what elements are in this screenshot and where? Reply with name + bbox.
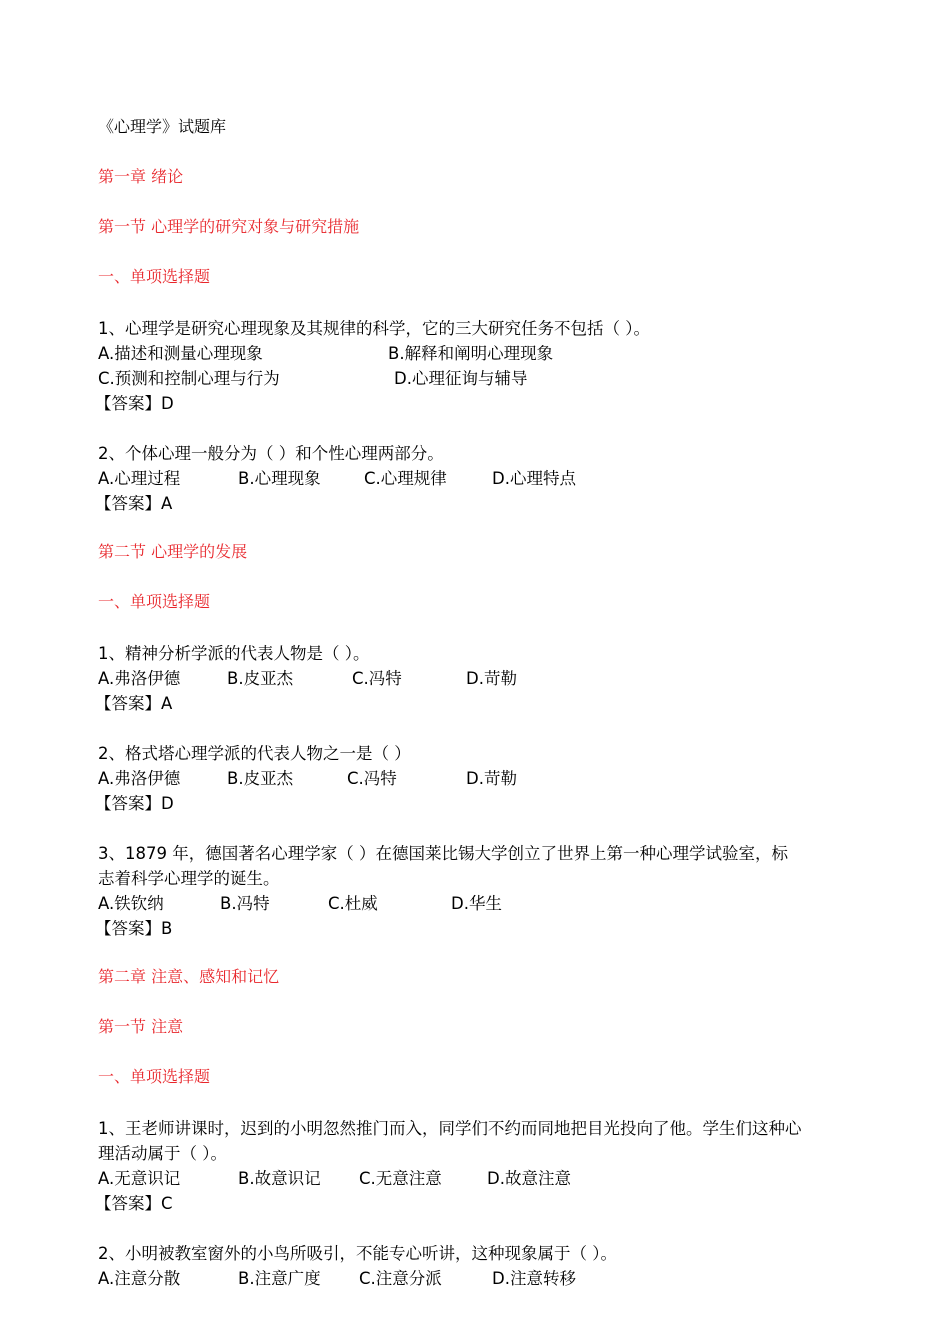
question-text-line-2: 志着科学心理学的诞生。 — [98, 869, 280, 888]
options-row — [98, 1266, 858, 1291]
option-a: A.铁钦纳 — [98, 894, 164, 913]
option-a: A.弗洛伊德 — [98, 769, 181, 788]
option-a: A.无意识记 — [98, 1169, 181, 1188]
answer: 【答案】D — [95, 394, 174, 413]
option-d: D.华生 — [451, 894, 502, 913]
option-b: B.冯特 — [220, 894, 270, 913]
option-c: C.心理规律 — [364, 469, 447, 488]
option-c: C.无意注意 — [359, 1169, 442, 1188]
option-d: D.心理征询与辅导 — [394, 369, 528, 388]
options-row — [98, 666, 858, 691]
option-c: C.注意分派 — [359, 1269, 442, 1288]
question-text-line-1: 3、1879 年，德国著名心理学家（ ）在德国莱比锡大学创立了世界上第一种心理学试验室，标 — [98, 844, 788, 863]
option-a: A.弗洛伊德 — [98, 669, 181, 688]
answer: 【答案】B — [95, 919, 173, 938]
ch1-s1-part-title: 一、单项选择题 — [98, 267, 211, 286]
options-row-1 — [98, 341, 858, 366]
options-row-2 — [98, 366, 858, 391]
question-text: 1、心理学是研究心理现象及其规律的科学，它的三大研究任务不包括（ ）。 — [98, 319, 650, 338]
option-d: D.注意转移 — [492, 1269, 576, 1288]
option-c: C.冯特 — [352, 669, 402, 688]
option-c: C.冯特 — [347, 769, 397, 788]
ch1-s1-question-1 — [95, 316, 858, 416]
answer: 【答案】A — [95, 694, 173, 713]
option-d: D.故意注意 — [487, 1169, 571, 1188]
option-b: B.解释和阐明心理现象 — [388, 344, 554, 363]
question-text: 2、格式塔心理学派的代表人物之一是（ ） — [98, 744, 411, 763]
option-d: D.心理特点 — [492, 469, 576, 488]
question-text: 1、精神分析学派的代表人物是（ ）。 — [98, 644, 370, 663]
option-c: C.杜威 — [328, 894, 378, 913]
option-b: B.故意识记 — [238, 1169, 321, 1188]
option-a: A.描述和测量心理现象 — [98, 344, 263, 363]
option-c: C.预测和控制心理与行为 — [98, 369, 280, 388]
ch1-s2-question-1 — [95, 641, 858, 716]
question-text: 2、个体心理一般分为（ ）和个性心理两部分。 — [98, 444, 444, 463]
option-a: A.注意分散 — [98, 1269, 181, 1288]
option-b: B.心理现象 — [238, 469, 321, 488]
ch2-s1-question-1 — [95, 1116, 858, 1216]
document-page — [95, 116, 858, 1316]
answer: 【答案】D — [95, 794, 174, 813]
option-b: B.皮亚杰 — [227, 669, 294, 688]
document-title: 《心理学》试题库 — [98, 117, 227, 136]
chapter-1-title: 第一章 绪论 — [98, 167, 184, 186]
question-text-line-1: 1、王老师讲课时，迟到的小明忽然推门而入，同学们不约而同地把目光投向了他。学生们这种心 — [98, 1119, 802, 1138]
options-row — [98, 466, 858, 491]
options-row — [98, 891, 858, 916]
ch2-section-1-title: 第一节 注意 — [98, 1017, 184, 1036]
ch1-s2-question-2 — [95, 741, 858, 816]
options-row — [98, 766, 858, 791]
option-d: D.苛勒 — [466, 669, 517, 688]
ch1-s1-question-2 — [95, 441, 858, 516]
ch2-s1-part-title: 一、单项选择题 — [98, 1067, 211, 1086]
ch1-s2-part-title: 一、单项选择题 — [98, 592, 211, 611]
question-text: 2、小明被教室窗外的小鸟所吸引，不能专心听讲，这种现象属于（ ）。 — [98, 1244, 617, 1263]
ch1-section-1-title: 第一节 心理学的研究对象与研究措施 — [98, 217, 360, 236]
option-b: B.皮亚杰 — [227, 769, 294, 788]
options-row — [98, 1166, 858, 1191]
option-d: D.苛勒 — [466, 769, 517, 788]
chapter-2-title: 第二章 注意、感知和记忆 — [98, 967, 280, 986]
ch1-s2-question-3 — [95, 841, 858, 941]
option-b: B.注意广度 — [238, 1269, 321, 1288]
answer: 【答案】A — [95, 494, 173, 513]
question-text-line-2: 理活动属于（ ）。 — [98, 1144, 227, 1163]
ch2-s1-question-2 — [98, 1241, 858, 1291]
answer: 【答案】C — [95, 1194, 173, 1213]
option-a: A.心理过程 — [98, 469, 181, 488]
ch1-section-2-title: 第二节 心理学的发展 — [98, 542, 248, 561]
